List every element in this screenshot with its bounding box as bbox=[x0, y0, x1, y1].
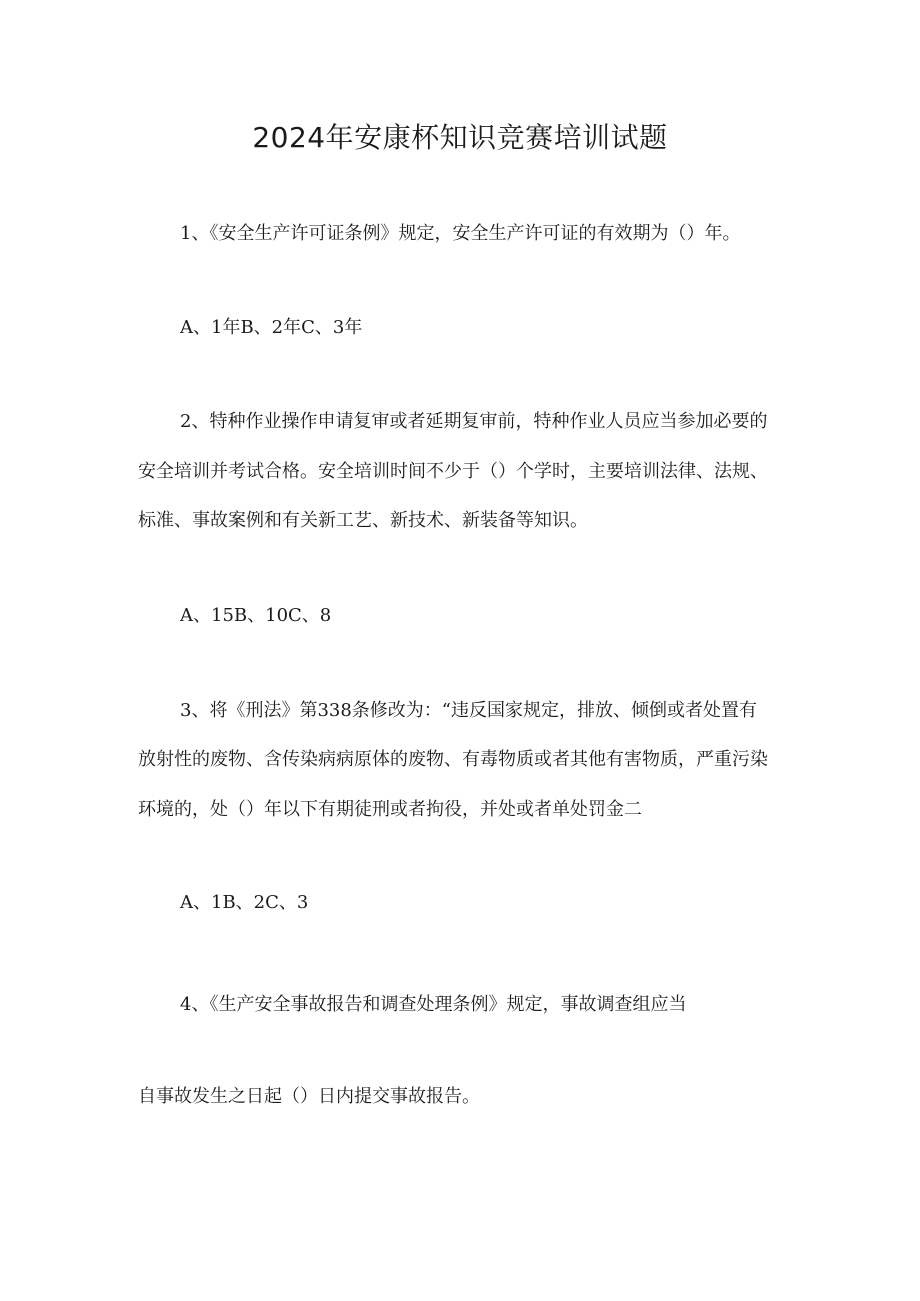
question-2-line-3: 标准、事故案例和有关新工艺、新技术、新装备等知识。 bbox=[138, 510, 588, 531]
question-4-line-1: 4、《生产安全事故报告和调查处理条例》规定，事故调查组应当 bbox=[180, 994, 687, 1015]
question-4-line-2: 自事故发生之日起（）日内提交事故报告。 bbox=[138, 1086, 480, 1107]
question-2-line-2: 安全培训并考试合格。安全培训时间不少于（）个学时，主要培训法律、法规、 bbox=[138, 461, 768, 482]
document-title: 2024年安康杯知识竞赛培训试题 bbox=[252, 121, 668, 154]
question-2-options: A、15B、10C、8 bbox=[180, 605, 332, 626]
question-1-line-1: 1、《安全生产许可证条例》规定，安全生产许可证的有效期为（）年。 bbox=[180, 223, 741, 244]
question-2-line-1: 2、特种作业操作申请复审或者延期复审前，特种作业人员应当参加必要的 bbox=[180, 411, 768, 432]
question-1-options: A、1年B、2年C、3年 bbox=[180, 317, 363, 338]
question-3-line-2: 放射性的废物、含传染病病原体的废物、有毒物质或者其他有害物质，严重污染 bbox=[138, 749, 768, 770]
question-3-line-1: 3、将《刑法》第338条修改为：“违反国家规定，排放、倾倒或者处置有 bbox=[180, 700, 758, 721]
question-3-line-3: 环境的，处（）年以下有期徒刑或者拘役，并处或者单处罚金二 bbox=[138, 799, 642, 820]
question-3-options: A、1B、2C、3 bbox=[180, 892, 309, 913]
